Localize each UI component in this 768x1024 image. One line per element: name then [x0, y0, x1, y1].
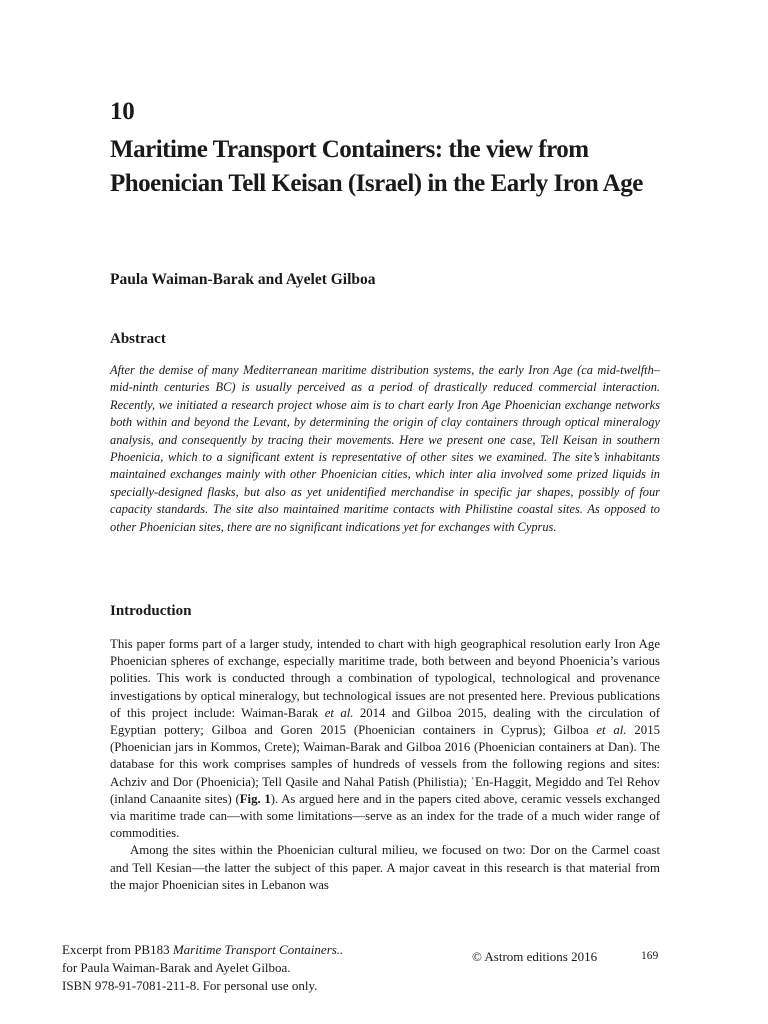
- intro-text-segment: ). As argued here and in the papers cited above, ceramic vessels exchanged via maritime trade can—with some limitations—serve as an index for the trade of a much wider range of commodities.: [110, 791, 660, 841]
- chapter-number: 10: [110, 98, 135, 125]
- et-al-italic: et al.: [596, 723, 627, 738]
- et-al-italic: et al.: [324, 705, 354, 720]
- introduction-paragraph-1: [110, 636, 660, 842]
- intro-text-segment: This paper forms part of a larger study, intended to chart with high geographical resolution early Iron Age Phoenician spheres of exchange, especially maritime trade, both between and beyond Phoenicia’s various polities. This work is conducted through a combination of typological, technological and provenance investigations by optical mineralogy, but technological issues are not presented here. Previous publications of this project include: Waiman-Barak: [110, 637, 660, 720]
- intro-text-segment: 2015 (Phoenician jars in Kommos, Crete); Waiman-Barak and Gilboa 2016 (Phoenician containers at Dan). The database for this work comprises samples of hundreds of vessels from the following regions and sites: Achziv and Dor (Phoenicia); Tell Qasile and Nahal Patish (Philistia); ʿEn-Haggit, Megiddo and Tel Rehov (inland Canaanite sites) (: [110, 723, 661, 806]
- excerpt-notice: [62, 941, 452, 995]
- intro-text-segment: 2014 and Gilboa 2015, dealing with the circulation of Egyptian pottery; Gilboa and Goren 2015 (Phoenician containers in Cyprus); Gilboa: [110, 705, 661, 738]
- abstract-heading: Abstract: [110, 331, 166, 347]
- abstract-text: After the demise of many Mediterranean maritime distribution systems, the early Iron Age (ca mid-twelfth–mid-ninth centuries BC) is usually perceived as a period of drastically reduced commercial interaction. Recently, we initiated a research project whose aim is to chart early Iron Age Phoenician exchange networks both within and beyond the Levant, by determining the origin of clay containers through optical mineralogy analysis, and consequently by tracing their movements. Here we present one case, Tell Keisan in southern Phoenicia, which to a significant extent is representative of other sites we examined. The site’s inhabitants maintained exchanges mainly with other Phoenician cities, which inter alia involved some prized liquids in specially-designed flasks, but also as yet unidentified merchandise in specific jar shapes, possibly of four capacity standards. The site also maintained maritime contacts with Philistine coastal sites. As opposed to other Phoenician sites, there are no significant indications yet for exchanges with Cyprus.: [110, 363, 660, 534]
- chapter-title: Maritime Transport Containers: the view from Phoenician Tell Keisan (Israel) in the Early Iron Age: [110, 136, 643, 197]
- copyright-notice: © Astrom editions 2016: [472, 949, 598, 964]
- chapter-authors: Paula Waiman-Barak and Ayelet Gilboa: [110, 271, 376, 288]
- introduction-heading: Introduction: [110, 603, 192, 619]
- excerpt-line-1: [62, 941, 452, 959]
- introduction-body: [110, 636, 660, 894]
- figure-reference: Fig. 1: [239, 791, 271, 806]
- excerpt-prefix: Excerpt from PB183: [62, 942, 173, 957]
- excerpt-line-3: ISBN 978-91-7081-211-8. For personal use only.: [62, 978, 318, 993]
- page-number: 169: [641, 950, 659, 962]
- excerpt-book-title: Maritime Transport Containers..: [172, 942, 344, 957]
- excerpt-line-2: for Paula Waiman-Barak and Ayelet Gilboa.: [62, 960, 291, 975]
- introduction-paragraph-2: Among the sites within the Phoenician cultural milieu, we focused on two: Dor on the Carmel coast and Tell Kesian—the latter the subject of this paper. A major caveat in this research is that material from the major Phoenician sites in Lebanon was: [110, 843, 660, 892]
